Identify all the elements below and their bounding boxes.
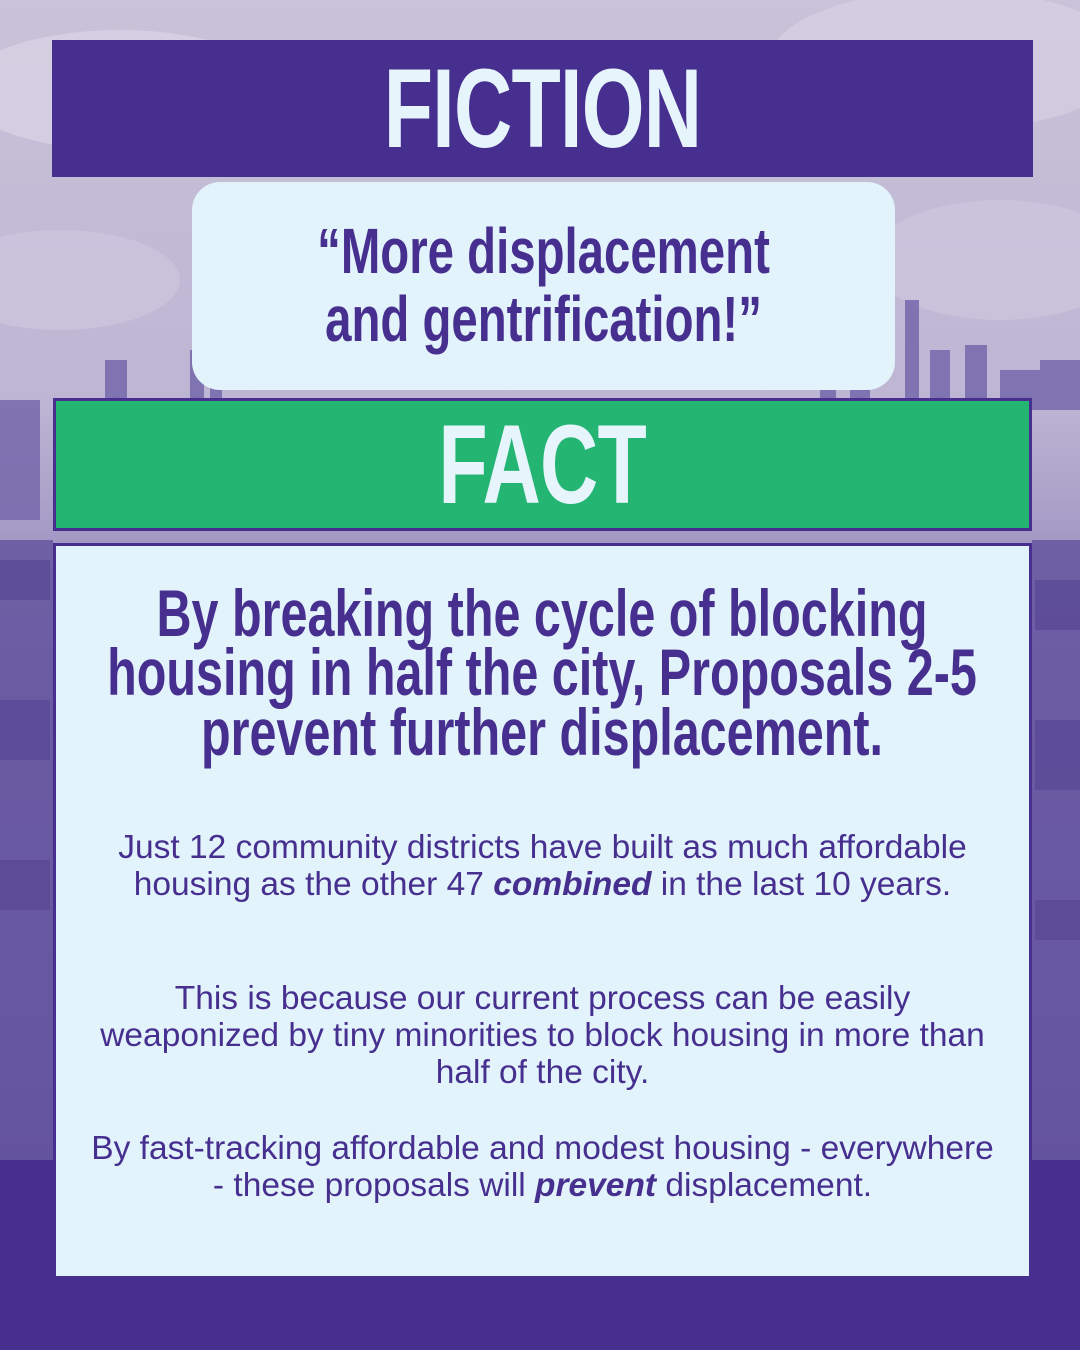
paragraph-1-emphasis: combined bbox=[493, 866, 652, 903]
paragraph-3-text-start: By fast-tracking affordable and modest housing - everywhere - these proposals will bbox=[91, 1130, 994, 1204]
fact-headline bbox=[56, 576, 1029, 769]
fact-paragraph-2: This is because our current process can be easily weaponized by tiny minorities to block housing in more than half of the city. bbox=[100, 980, 985, 1091]
fiction-quote: “More displacement and gentrification!” bbox=[317, 215, 770, 355]
fact-paragraph-1 bbox=[86, 829, 999, 903]
fact-banner bbox=[53, 398, 1032, 531]
fact-headline-text: By breaking the cycle of blocking housing in half the city, Proposals 2-5 prevent further displacement. bbox=[107, 576, 977, 769]
fact-paragraph-3 bbox=[86, 1130, 999, 1204]
paragraph-3-emphasis: prevent bbox=[535, 1167, 657, 1204]
paragraph-1-text-start: Just 12 community districts have built as much affordable housing as the other 47 bbox=[118, 829, 967, 903]
paragraph-3-text-end: displacement. bbox=[656, 1167, 873, 1204]
paragraph-1-text-end: in the last 10 years. bbox=[651, 866, 952, 903]
fiction-label: FICTION bbox=[383, 45, 702, 171]
fact-label: FACT bbox=[438, 401, 647, 527]
fiction-quote-bubble bbox=[192, 182, 895, 390]
fact-card bbox=[53, 543, 1032, 1279]
fiction-banner bbox=[52, 40, 1033, 177]
